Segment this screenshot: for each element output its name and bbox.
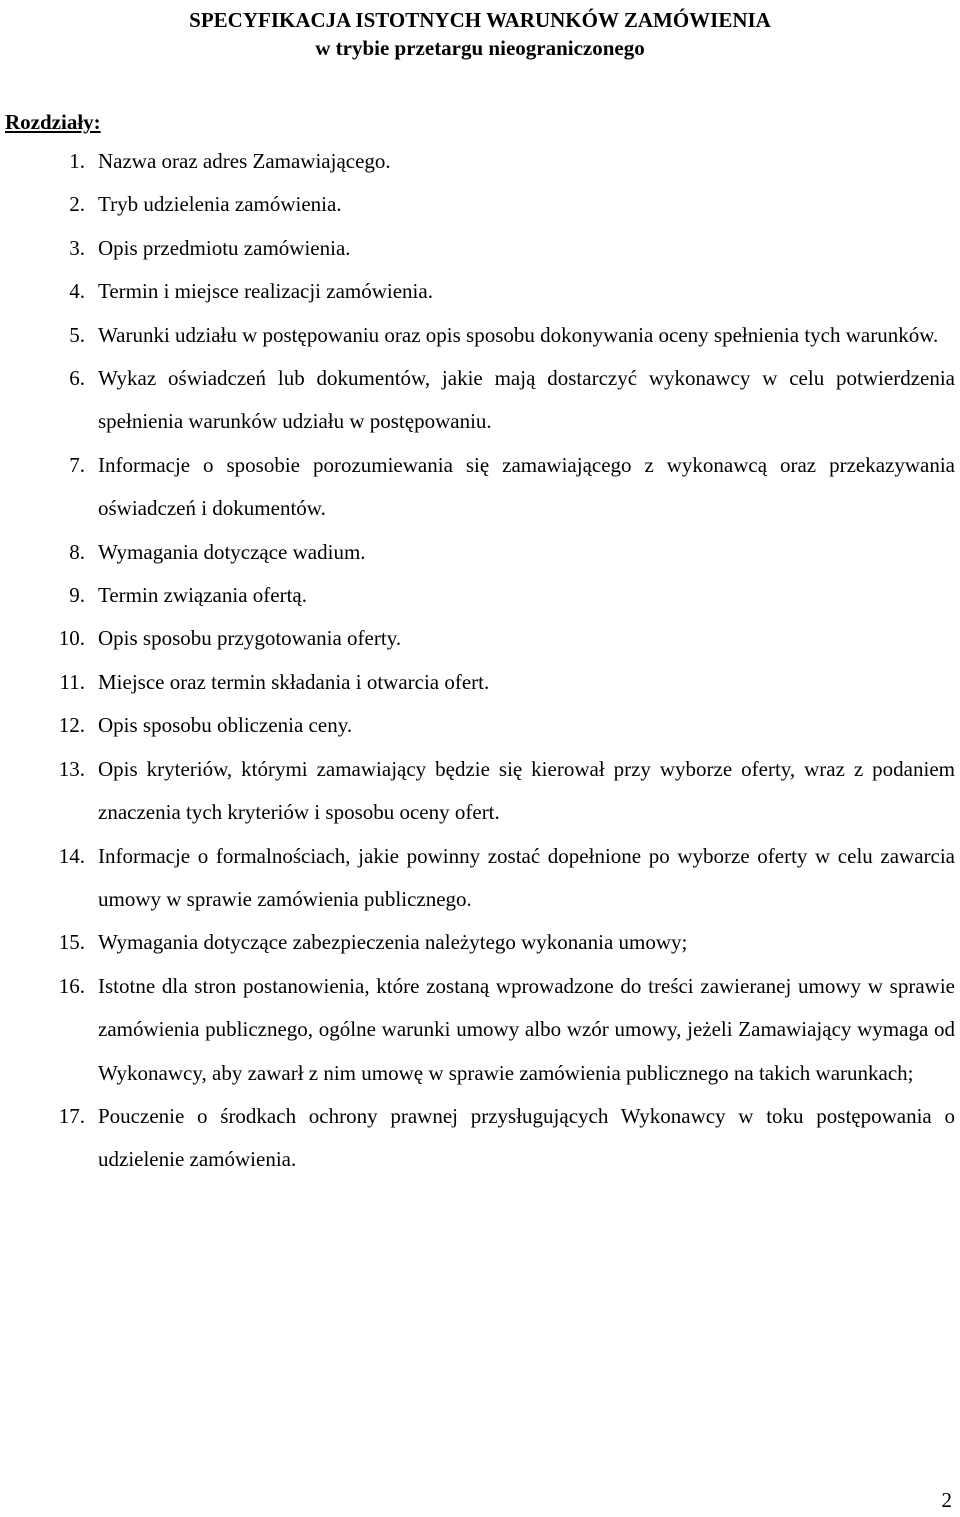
title-line-1: SPECYFIKACJA ISTOTNYCH WARUNKÓW ZAMÓWIENIA: [189, 8, 771, 32]
item-text: Termin i miejsce realizacji zamówienia.: [98, 279, 433, 304]
item-number: 2.: [69, 192, 85, 217]
list-item: [0, 183, 960, 226]
item-number: 17.: [58, 1103, 85, 1128]
item-number: 8.: [69, 539, 85, 564]
title-line-2: w trybie przetargu nieograniczonego: [315, 36, 645, 60]
list-item: [0, 1095, 960, 1182]
page-number: 2: [941, 1488, 952, 1512]
item-text: Informacje o sposobie porozumiewania się zamawiającego z wykonawcą oraz przekazywania oświadczeń i dokumentów.: [98, 452, 955, 521]
item-number: 14.: [58, 843, 85, 868]
item-text: Termin związania ofertą.: [98, 583, 307, 608]
item-text: Pouczenie o środkach ochrony prawnej przysługujących Wykonawcy w toku postępowania o udzielenie zamówienia.: [98, 1103, 955, 1172]
item-text: Opis sposobu obliczenia ceny.: [98, 713, 353, 738]
list-item: [0, 531, 960, 574]
item-number: 4.: [69, 279, 85, 304]
item-number: 16.: [58, 973, 85, 998]
list-item: [0, 661, 960, 704]
list-item: [0, 574, 960, 617]
item-text: Istotne dla stron postanowienia, które zostaną wprowadzone do treści zawieranej umowy w sprawie zamówienia publicznego, ogólne warunki umowy albo wzór umowy, jeżeli Zamawiający wymaga od Wykonawcy, aby zawarł z nim umowę w sprawie zamówienia publicznego na takich warunkach;: [98, 973, 955, 1085]
item-number: 9.: [69, 583, 85, 608]
list-item: [0, 444, 960, 531]
item-text: Nazwa oraz adres Zamawiającego.: [98, 149, 391, 173]
list-item: [0, 357, 960, 444]
item-text: Miejsce oraz termin składania i otwarcia ofert.: [98, 669, 490, 694]
item-number: 15.: [58, 930, 85, 955]
item-number: 6.: [69, 366, 85, 391]
document-title: [0, 6, 960, 62]
item-number: 7.: [69, 452, 85, 477]
item-number: 1.: [69, 149, 85, 173]
sections-heading: Rozdziały:: [5, 110, 101, 134]
item-text: Wykaz oświadczeń lub dokumentów, jakie mają dostarczyć wykonawcy w celu potwierdzenia spełnienia warunków udziału w postępowaniu.: [98, 366, 955, 434]
list-item: [0, 314, 960, 357]
list-item: [0, 227, 960, 270]
item-text: Opis sposobu przygotowania oferty.: [98, 626, 402, 651]
list-item: [0, 270, 960, 313]
item-number: 11.: [59, 669, 85, 694]
chapter-list: [0, 140, 960, 1182]
item-text: Opis przedmiotu zamówienia.: [98, 235, 351, 260]
item-text: Tryb udzielenia zamówienia.: [98, 192, 342, 217]
item-text: Wymagania dotyczące zabezpieczenia należytego wykonania umowy;: [98, 930, 688, 955]
list-item: [0, 965, 960, 1095]
item-number: 13.: [58, 756, 85, 781]
list-item: [0, 617, 960, 660]
list-item: [0, 835, 960, 922]
list-item: [0, 140, 960, 183]
list-item: [0, 748, 960, 835]
item-number: 10.: [58, 626, 85, 651]
item-number: 5.: [69, 322, 85, 347]
item-text: Warunki udziału w postępowaniu oraz opis sposobu dokonywania oceny spełnienia tych warunków.: [98, 322, 939, 347]
item-number: 12.: [58, 713, 85, 738]
item-text: Wymagania dotyczące wadium.: [98, 539, 366, 564]
item-text: Opis kryteriów, którymi zamawiający będzie się kierował przy wyborze oferty, wraz z podaniem znaczenia tych kryteriów i sposobu oceny ofert.: [98, 756, 955, 825]
item-number: 3.: [69, 235, 85, 260]
item-text: Informacje o formalnościach, jakie powinny zostać dopełnione po wyborze oferty w celu zawarcia umowy w sprawie zamówienia publicznego.: [98, 843, 955, 911]
list-item: [0, 704, 960, 747]
list-item: [0, 921, 960, 964]
